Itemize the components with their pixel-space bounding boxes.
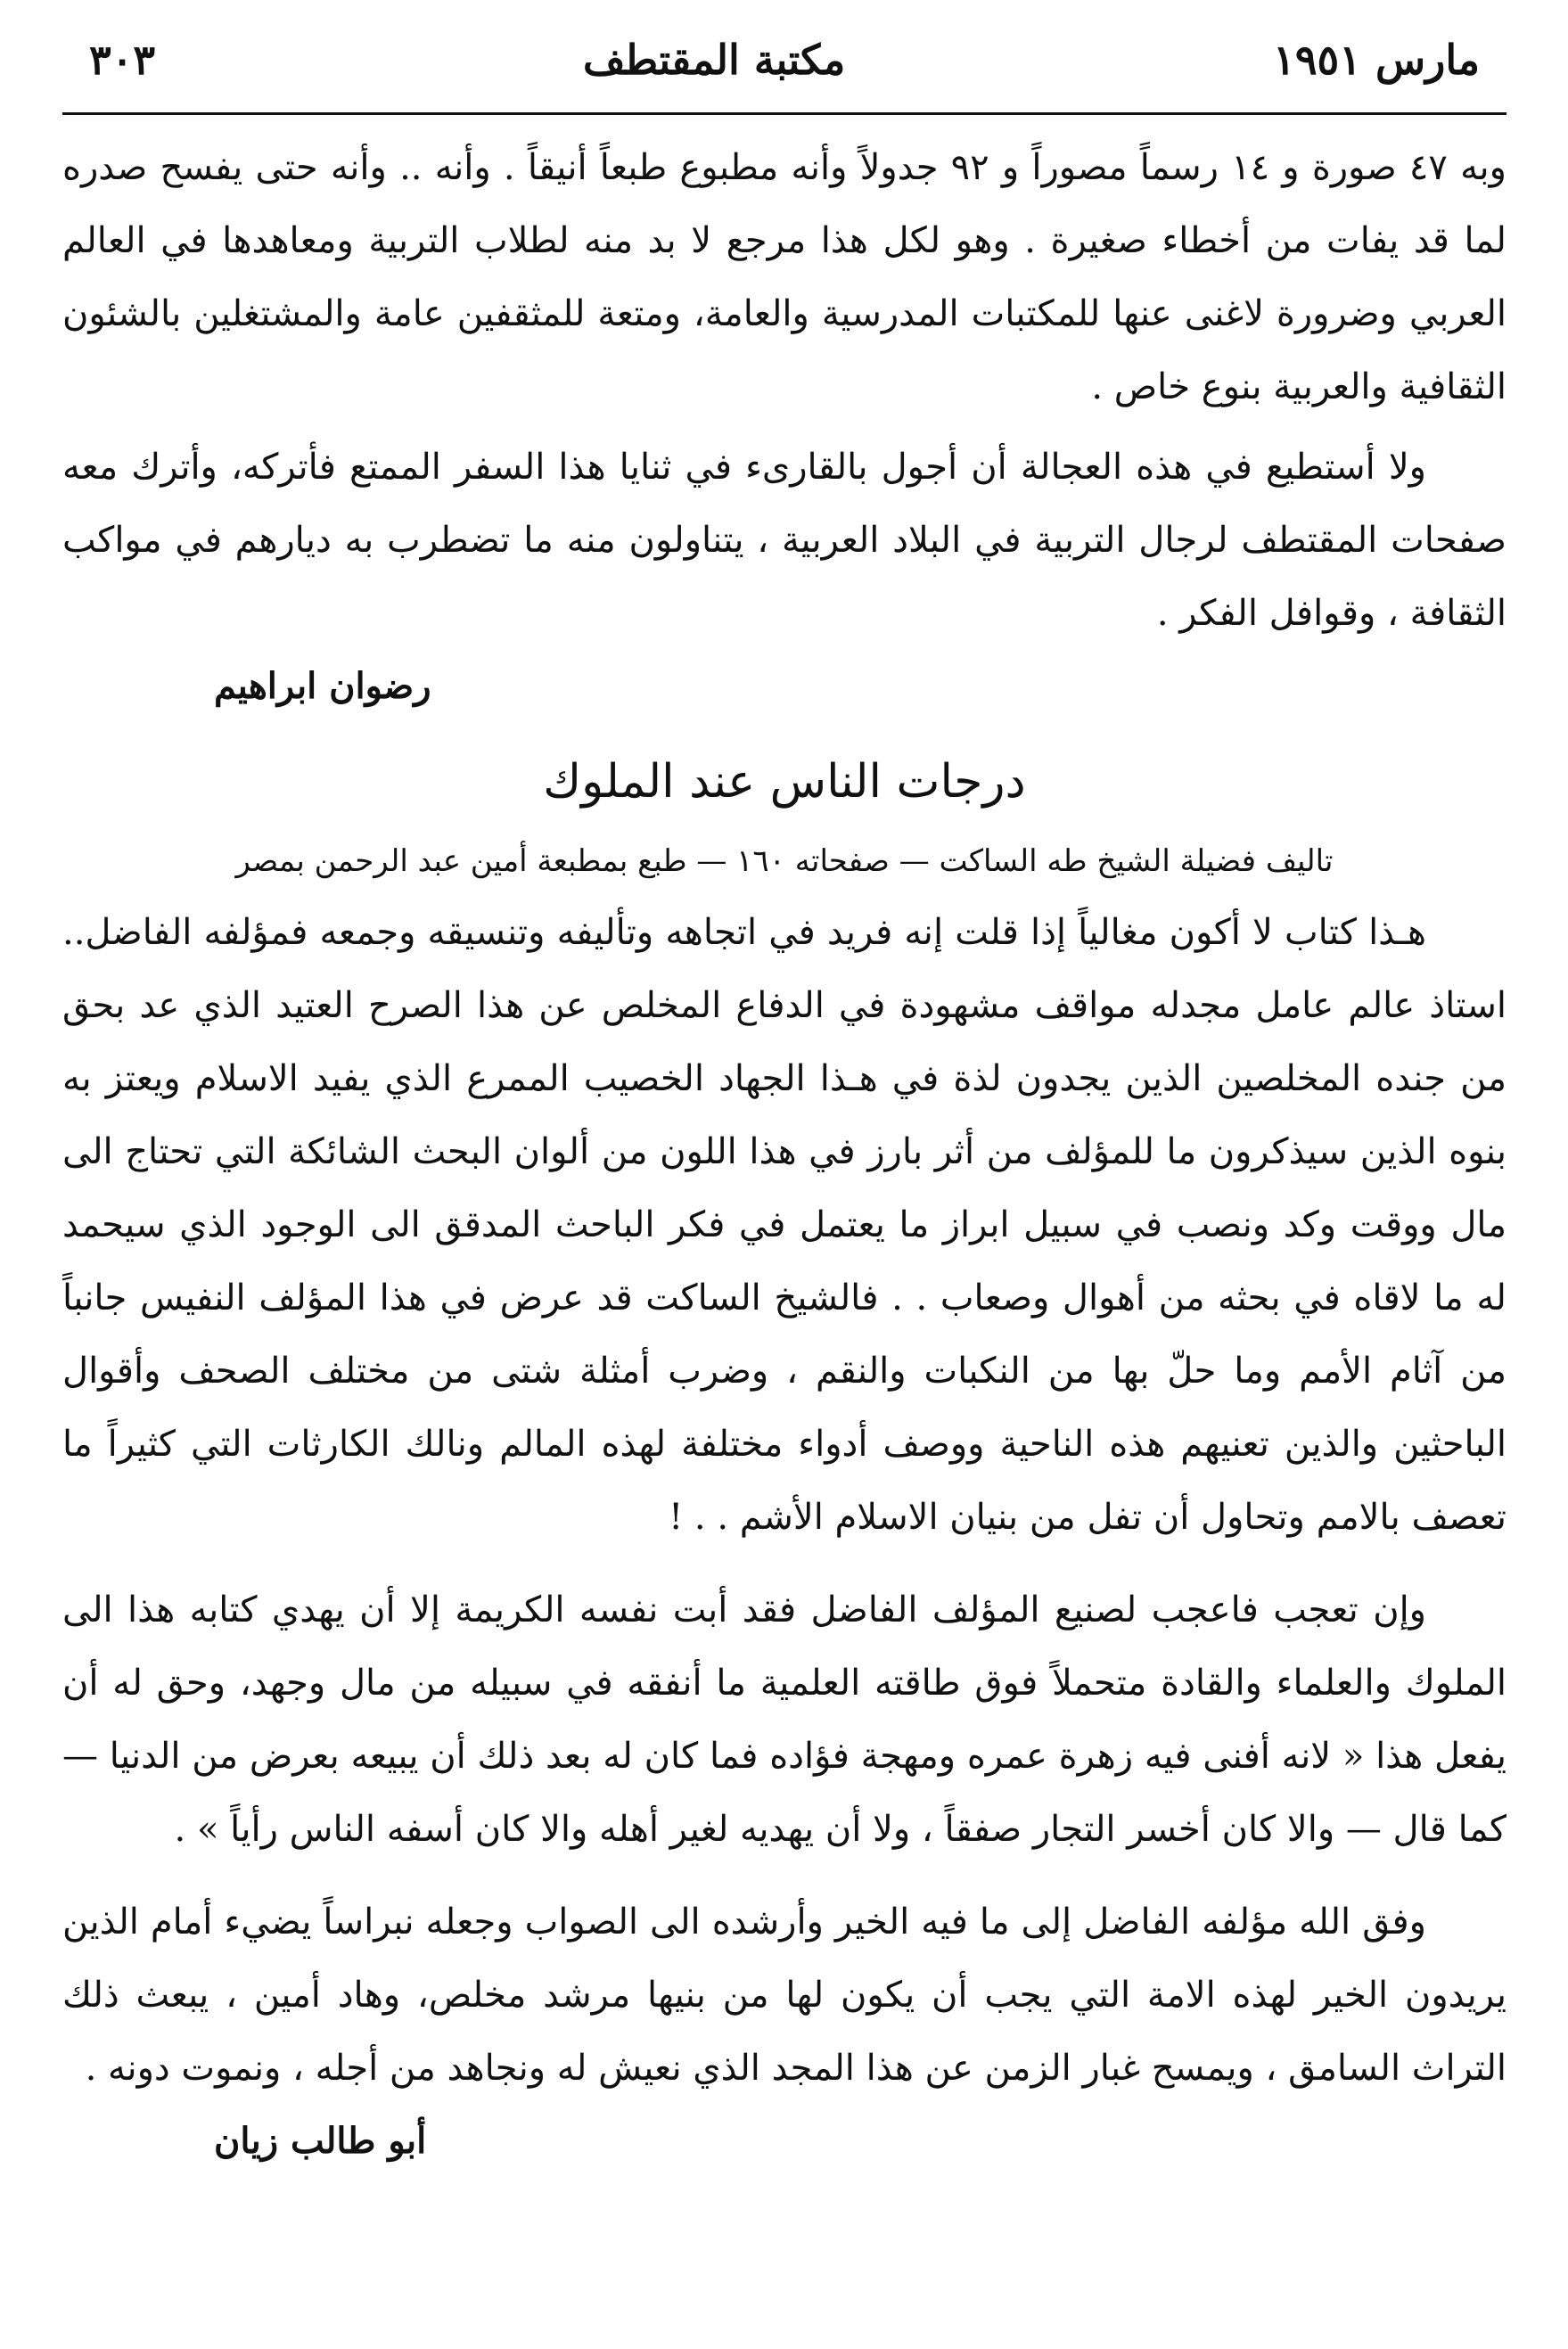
header-title: مكتبة المقتطف [582, 36, 846, 84]
review2-book-meta: تاليف فضيلة الشيخ طه الساكت — صفحاته ١٦٠ — طبع بمطبعة أمين عبد الرحمن بمصر [235, 843, 1334, 879]
header-date: مارس ١٩٥١ [1273, 36, 1480, 84]
header-rule [62, 112, 1506, 115]
review1-signature-line [62, 650, 1506, 723]
review2-title: درجات الناس عند الملوك [543, 755, 1026, 809]
review1-paragraph-2: ولا أستطيع في هذه العجالة أن أجول بالقارىء في ثنايا هذا السفر الممتع فأتركه، وأترك معه صفحات المقتطف لرجال التربية في البلاد العربية ، يتناولون منه ما تضطرب به ديارهم في مواكب الثقافة ، وقوافل الفكر . [62, 447, 1506, 634]
running-head [62, 36, 1506, 107]
magazine-page [62, 36, 1506, 2318]
review2-paragraph-2: وإن تعجب فاعجب لصنيع المؤلف الفاضل فقد أبت نفسه الكريمة إلا أن يهدي كتابه هذا الى الملوك والعلماء والقادة متحملاً فوق طاقته العلمية ما أنفقه في سبيله من مال وجهد، وحق له أن يفعل هذا « لانه أفنى فيه زهرة عمره ومهجة فؤاده فما كان له بعد ذلك أن يبيعه بعرض من الدنيا — كما قال — والا كان أخسر التجار صفقاً ، ولا أن يهديه لغير أهله والا كان أسفه الناس رأياً » . [62, 1589, 1506, 1850]
review2-paragraph-3: وفق الله مؤلفه الفاضل إلى ما فيه الخير وأرشده الى الصواب وجعله نبراساً يضيء أمام الذين يريدون الخير لهذه الامة التي يجب أن يكون لها من بنيها مرشد مخلص، وهاد أمين ، يبعث ذلك التراث السامق ، ويمسح غبار الزمن عن هذا المجد الذي نعيش له ونجاهد من أجله ، ونموت دونه . [62, 1901, 1506, 2089]
review1-signature: رضوان ابراهيم [214, 665, 431, 707]
review2-signature: أبو طالب زيان [214, 2120, 427, 2162]
review2-signature-line [62, 2105, 1506, 2178]
page-number: ٣٠٣ [89, 36, 156, 84]
review1-paragraph-1: وبه ٤٧ صورة و ١٤ رسماً مصوراً و ٩٢ جدولاً وأنه مطبوع طبعاً أنيقاً . وأنه .. وأنه حتى يفسح صدره لما قد يفات من أخطاء صغيرة . وهو لكل هذا مرجع لا بد منه لطلاب التربية ومعاهدها في العالم العربي وضرورة لاغنى عنها للمكتبات المدرسية والعامة، ومتعة للمثقفين عامة والمشتغلين بالشئون الثقافية والعربية بنوع خاص . [62, 147, 1506, 407]
review2-paragraph-1: هـذا كتاب لا أكون مغالياً إذا قلت إنه فريد في اتجاهه وتأليفه وتنسيقه وجمعه فمؤلفه الفاضل.. استاذ عالم عامل مجدله مواقف مشهودة في الدفاع المخلص عن هذا الصرح العتيد الذي عد بحق من جنده المخلصين الذين يجدون لذة في هـذا الجهاد الخصيب الممرع الذي يفيد الاسلام ويعتز به بنوه الذين سيذكرون ما للمؤلف من أثر بارز في هذا اللون من ألوان البحث الشائكة التي تحتاج الى مال ووقت وكد ونصب في سبيل ابراز ما يعتمل في فكر الباحث المدقق الى الوجود الذي سيحمد له ما لاقاه في بحثه من أهوال وصعاب . . فالشيخ الساكت قد عرض في هذا المؤلف النفيس جانباً من آثام الأمم وما حلّ بها من النكبات والنقم ، وضرب أمثلة شتى من مختلف الصحف وأقوال الباحثين والذين تعنيهم هذه الناحية ووصف أدواء مختلفة لهذه المالم ونالك الكارثات التي كثيراً ما تعصف بالامم وتحاول أن تفل من بنيان الاسلام الأشم . . ! [62, 912, 1506, 1538]
